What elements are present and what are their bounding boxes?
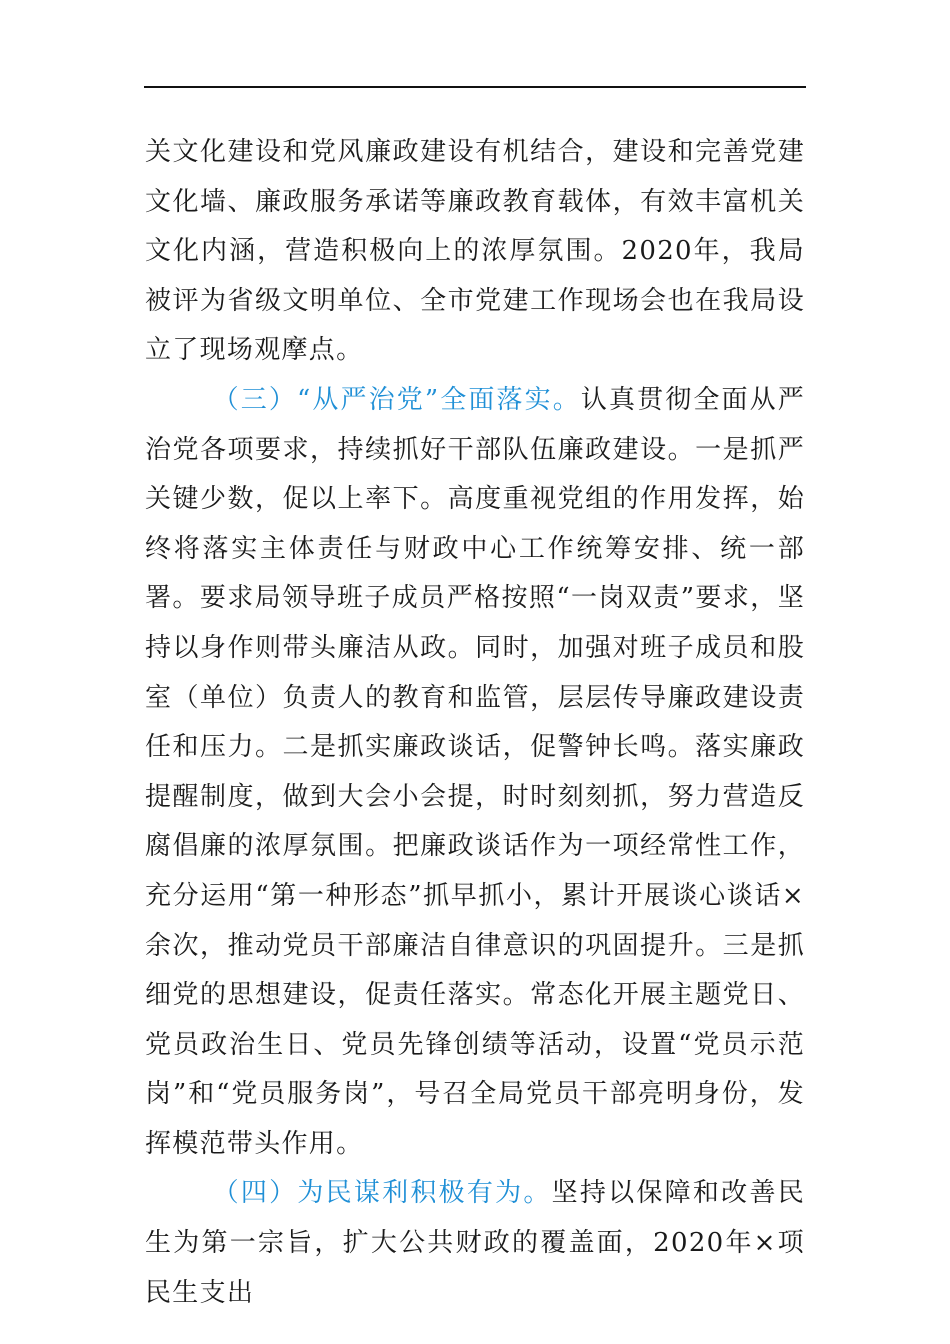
paragraph-continued xyxy=(145,128,805,376)
paragraph-section-4 xyxy=(145,1169,805,1318)
section-heading-3: （三）“从严治党”全面落实。 xyxy=(212,384,581,415)
paragraph-text: 坚持以保障和改善民生为第一宗旨，扩大公共财政的覆盖面，2020年×项民生支出 xyxy=(145,1178,805,1308)
paragraph-text: 认真贯彻全面从严治党各项要求，持续抓好干部队伍廉政建设。一是抓严关键少数，促以上率下。高度重视党组的作用发挥，始终将落实主体责任与财政中心工作统筹安排、统一部署。要求局领导班子成员严格按照“一岗双责”要求，坚持以身作则带头廉洁从政。同时，加强对班子成员和股室（单位）负责人的教育和监管，层层传导廉政建设责任和压力。二是抓实廉政谈话，促警钟长鸣。落实廉政提醒制度，做到大会小会提，时时刻刻抓，努力营造反腐倡廉的浓厚氛围。把廉政谈话作为一项经常性工作，充分运用“第一种形态”抓早抓小，累计开展谈心谈话×余次，推动党员干部廉洁自律意识的巩固提升。三是抓细党的思想建设，促责任落实。常态化开展主题党日、党员政治生日、党员先锋创绩等活动，设置“党员示范岗”和“党员服务岗”，号召全局党员干部亮明身份，发挥模范带头作用。 xyxy=(145,384,805,1159)
section-heading-4: （四）为民谋利积极有为。 xyxy=(212,1178,552,1209)
paragraph-section-3 xyxy=(145,376,805,1170)
header-rule xyxy=(144,86,806,88)
paragraph-text: 关文化建设和党风廉政建设有机结合，建设和完善党建文化墙、廉政服务承诺等廉政教育载体，有效丰富机关文化内涵，营造积极向上的浓厚氛围。2020年，我局被评为省级文明单位、全市党建工作现场会也在我局设立了现场观摩点。 xyxy=(145,137,805,366)
document-body xyxy=(145,128,805,1318)
